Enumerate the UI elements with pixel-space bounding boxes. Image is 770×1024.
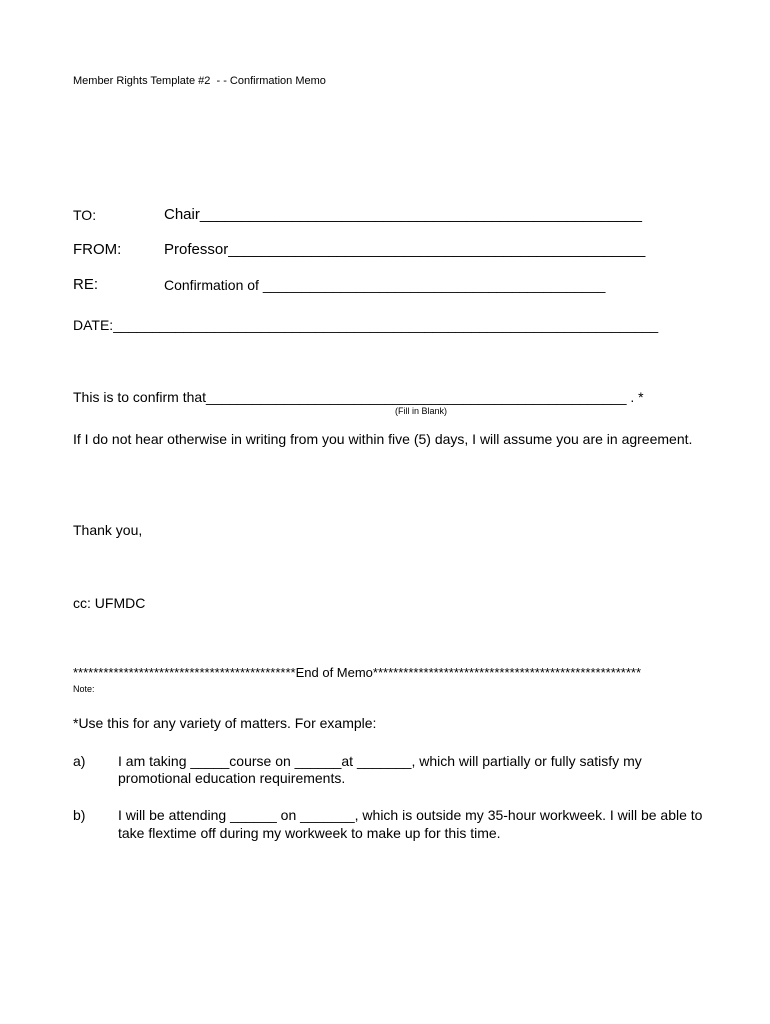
to-label: TO: — [73, 207, 97, 223]
example-line: I will be attending ______ on _______, which is outside my 35-hour workweek. I will be able to — [118, 807, 703, 823]
example-marker: a) — [73, 753, 86, 769]
example-line: I am taking _____course on ______at _______, which will partially or fully satisfy my — [118, 753, 642, 769]
document-header: Member Rights Template #2 - - Confirmation Memo — [73, 75, 326, 87]
confirm-line: This is to confirm that______________________________________________________ . * — [73, 389, 644, 405]
example-line: promotional education requirements. — [118, 770, 346, 786]
thank-you: Thank you, — [73, 522, 143, 538]
from-label: FROM: — [73, 241, 122, 258]
end-of-memo-divider: ********************************************End of Memo***************************************************** — [73, 665, 642, 680]
note-label: Note: — [73, 684, 95, 694]
use-note: *Use this for any variety of matters. For example: — [73, 715, 377, 731]
agreement-text: If I do not hear otherwise in writing from you within five (5) days, I will assume you are in agreement. — [73, 431, 693, 447]
cc-line: cc: UFMDC — [73, 595, 146, 611]
to-value: Chair_____________________________________________________ — [164, 206, 642, 223]
fill-in-blank-hint: (Fill in Blank) — [395, 406, 448, 416]
from-value: Professor__________________________________________________ — [164, 241, 646, 258]
re-label: RE: — [73, 276, 99, 293]
example-marker: b) — [73, 807, 86, 823]
example-line: take flextime off during my workweek to make up for this time. — [118, 825, 501, 841]
re-value: Confirmation of ____________________________________________ — [164, 277, 606, 293]
date-line: DATE:______________________________________________________________________ — [73, 317, 659, 333]
